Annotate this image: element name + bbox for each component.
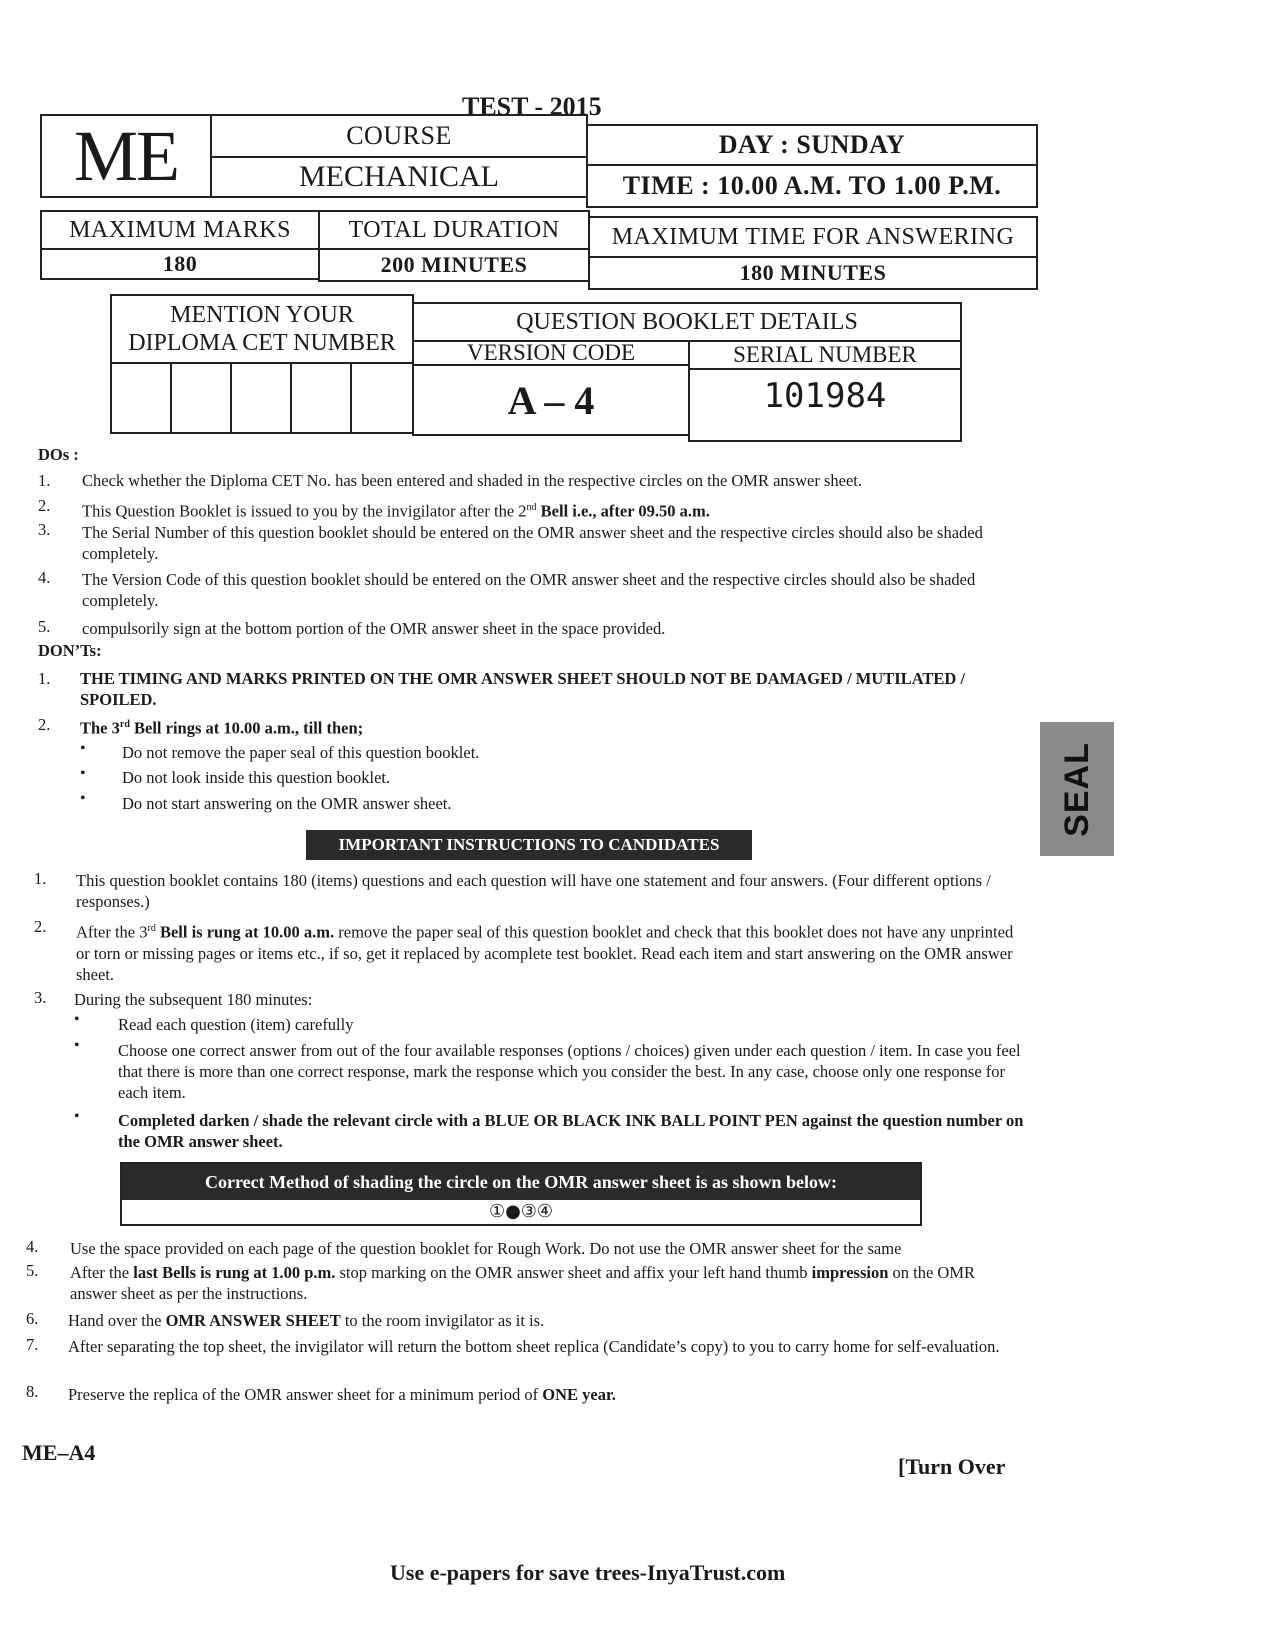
donts-bullet-2: Do not look inside this question booklet. [122, 768, 391, 787]
time-cell [586, 164, 1038, 208]
dos-item-5: compulsorily sign at the bottom portion of the OMR answer sheet in the space provided. [82, 619, 666, 638]
serial-value-cell [688, 368, 962, 442]
instr-number: 1. [34, 869, 47, 888]
code-box [40, 114, 212, 198]
bullet: • [80, 740, 86, 757]
cet-label-cell [110, 294, 414, 364]
answer-time-value: 180 MINUTES [739, 260, 887, 285]
course-label: COURSE [346, 121, 452, 150]
instr-item-2: After the 3rd Bell is rung at 10.00 a.m. remove the paper seal of this question booklet and check that this booklet does not have any unprinted or torn or missing pages or items etc., if so, get it replaced by acomplete test booklet. Read each item and start answering on the OMR answer sheet. [76, 922, 1014, 984]
answer-time-value-cell [588, 256, 1038, 290]
instr-item-8: Preserve the replica of the OMR answer sheet for a minimum period of ONE year. [68, 1385, 616, 1404]
donts-heading: DON’Ts: [38, 641, 102, 660]
duration-value: 200 MINUTES [380, 252, 528, 277]
instr-item-4: Use the space provided on each page of the question booklet for Rough Work. Do not use the OMR answer sheet for the same [70, 1239, 902, 1258]
test-title: TEST - 2015 [462, 92, 602, 121]
instr-item-1: This question booklet contains 180 (items) questions and each question will have one statement and four answers. (Four different options / responses.) [76, 871, 991, 911]
dos-number: 2. [38, 496, 51, 515]
instr-number: 6. [26, 1309, 39, 1328]
max-marks-value: 180 [162, 251, 198, 276]
cet-digit-box-2[interactable] [170, 362, 232, 434]
max-marks-value-cell [40, 248, 320, 280]
dos-item-2: This Question Booklet is issued to you by the invigilator after the 2nd Bell i.e., after 09.50 a.m. [82, 501, 710, 521]
bullet: • [74, 1037, 80, 1054]
dos-item-4: The Version Code of this question booklet should be entered on the OMR answer sheet and the respective circles should also be shaded completely. [82, 570, 976, 610]
dos-number: 4. [38, 568, 51, 587]
donts-item-1: THE TIMING AND MARKS PRINTED ON THE OMR ANSWER SHEET SHOULD NOT BE DAMAGED / MUTILATED / SPOILED. [80, 669, 966, 709]
dos-number: 3. [38, 520, 51, 539]
version-label-cell [412, 340, 690, 366]
bullet: • [80, 790, 86, 807]
course-label-cell [210, 114, 588, 158]
bullet: • [80, 765, 86, 782]
instr-number: 7. [26, 1335, 39, 1354]
booklet-details-label: QUESTION BOOKLET DETAILS [516, 308, 858, 335]
duration-label: TOTAL DURATION [348, 216, 560, 243]
serial-label: SERIAL NUMBER [733, 342, 917, 367]
dos-number: 1. [38, 471, 51, 490]
shading-example-box [120, 1162, 922, 1226]
instr-number: 4. [26, 1237, 39, 1256]
donts-bullet-1: Do not remove the paper seal of this question booklet. [122, 743, 480, 762]
version-label: VERSION CODE [466, 340, 636, 365]
serial-label-cell [688, 340, 962, 370]
instr-number: 3. [34, 988, 47, 1007]
shading-example: ①●③④ [488, 1201, 554, 1222]
instr-number: 5. [26, 1261, 39, 1280]
donts-item-2: The 3rd Bell rings at 10.00 a.m., till then; [80, 718, 364, 738]
booklet-details-cell [412, 302, 962, 342]
bullet: • [74, 1108, 80, 1125]
instr-item-6: Hand over the OMR ANSWER SHEET to the room invigilator as it is. [68, 1311, 545, 1330]
course-name: MECHANICAL [299, 160, 499, 193]
duration-label-cell [318, 210, 590, 250]
dos-heading: DOs : [38, 445, 79, 464]
donts-bullet-3: Do not start answering on the OMR answer sheet. [122, 794, 452, 813]
answer-time-label-cell [588, 216, 1038, 258]
answer-time-label: MAXIMUM TIME FOR ANSWERING [611, 223, 1015, 250]
cet-digit-box-3[interactable] [230, 362, 292, 434]
duration-value-cell [318, 248, 590, 282]
bullet: • [74, 1011, 80, 1028]
cet-digit-box-4[interactable] [290, 362, 352, 434]
instr-item-7: After separating the top sheet, the invigilator will return the bottom sheet replica (Candidate’s copy) to you to carry home for self-evaluation. [68, 1337, 1000, 1356]
dos-item-3: The Serial Number of this question booklet should be entered on the OMR answer sheet and the respective circles should also be shaded completely. [82, 523, 983, 563]
version-value-cell [412, 364, 690, 436]
course-code: ME [74, 115, 178, 196]
turn-over: [Turn Over [898, 1454, 1006, 1479]
exam-day: DAY : SUNDAY [718, 130, 906, 159]
shading-heading: Correct Method of shading the circle on the OMR answer sheet is as shown below: [205, 1171, 837, 1192]
instr-item-5: After the last Bells is rung at 1.00 p.m. stop marking on the OMR answer sheet and affix your left hand thumb impression on the OMR answer sheet as per the instructions. [70, 1263, 976, 1303]
donts-number: 1. [38, 669, 51, 688]
instr-number: 2. [34, 917, 47, 936]
donts-number: 2. [38, 715, 51, 734]
seal-label: SEAL [1057, 741, 1096, 837]
cet-digit-box-1[interactable] [110, 362, 172, 434]
seal-tab [1040, 722, 1114, 856]
day-cell [586, 124, 1038, 166]
dos-item-1: Check whether the Diploma CET No. has been entered and shaded in the respective circles on the OMR answer sheet. [82, 471, 862, 490]
cet-label-line2: DIPLOMA CET NUMBER [128, 330, 396, 356]
instr-item-3-bullet-1: Read each question (item) carefully [118, 1015, 354, 1034]
cet-label-line1: MENTION YOUR [170, 302, 354, 328]
course-name-cell [210, 156, 588, 198]
version-value: A – 4 [507, 377, 595, 423]
shading-heading-bar [122, 1164, 920, 1200]
instructions-banner [306, 830, 752, 860]
watermark-footer: Use e-papers for save trees-InyaTrust.com [390, 1560, 786, 1585]
instr-item-3: During the subsequent 180 minutes: [74, 990, 313, 1009]
dos-number: 5. [38, 617, 51, 636]
footer-code: ME–A4 [22, 1440, 96, 1465]
instructions-heading: IMPORTANT INSTRUCTIONS TO CANDIDATES [338, 835, 720, 854]
instr-number: 8. [26, 1382, 39, 1401]
max-marks-label: MAXIMUM MARKS [69, 216, 291, 243]
cet-digit-box-5[interactable] [350, 362, 414, 434]
instr-item-3-bullet-2: Choose one correct answer from out of the four available responses (options / choices) given under each question / item. In case you feel that there is more than one correct response, mark the response which you consider the best. In any case, choose only one response for each item. [118, 1041, 1021, 1102]
max-marks-label-cell [40, 210, 320, 250]
exam-time: TIME : 10.00 A.M. TO 1.00 P.M. [622, 171, 1002, 200]
instr-item-3-bullet-3: Completed darken / shade the relevant circle with a BLUE OR BLACK INK BALL POINT PEN against the question number on the OMR answer sheet. [118, 1111, 1024, 1151]
serial-value: 101984 [763, 376, 887, 416]
